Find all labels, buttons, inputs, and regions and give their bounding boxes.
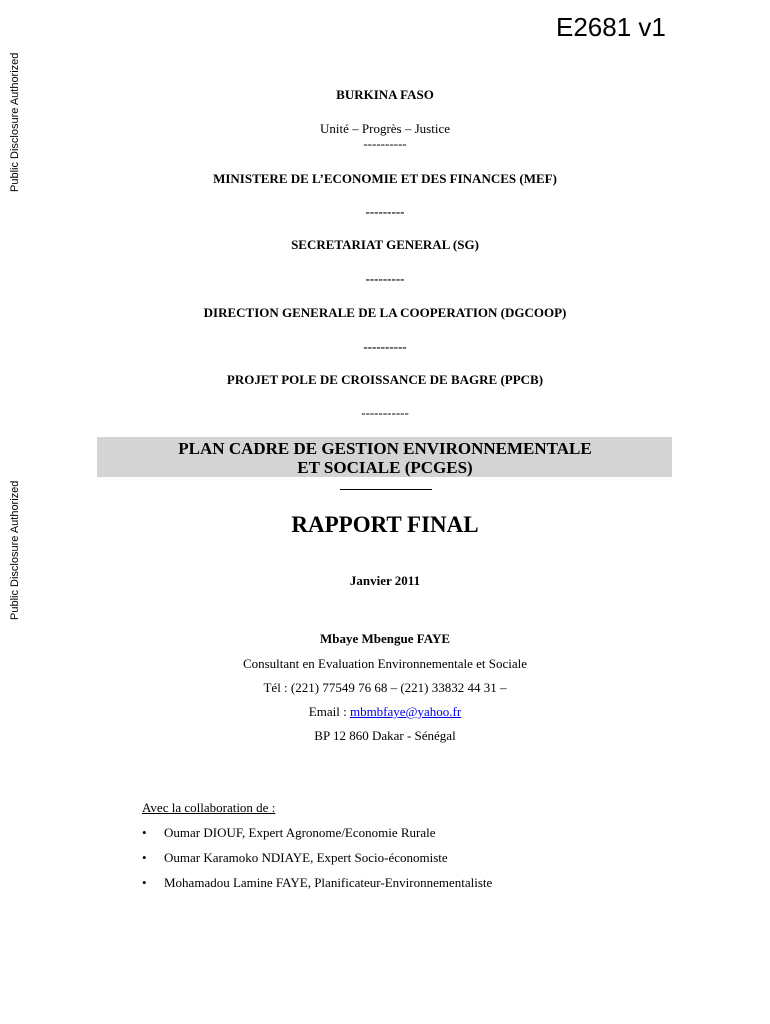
separator-3: --------- — [365, 271, 405, 286]
national-motto: Unité – Progrès – Justice — [320, 121, 450, 136]
country-heading: BURKINA FASO — [336, 87, 434, 102]
bullet-icon: • — [142, 850, 147, 865]
report-date: Janvier 2011 — [349, 573, 421, 588]
author-email-line — [0, 704, 770, 720]
collaborator-item — [142, 875, 492, 891]
email-label: Email : — [308, 704, 350, 719]
collaborator-item — [142, 825, 436, 841]
email-link[interactable]: mbmbfaye@yahoo.fr — [349, 704, 462, 719]
disclosure-stamp-top: Public Disclosure Authorized — [9, 52, 21, 192]
author-role: Consultant en Evaluation Environnementale et Sociale — [242, 656, 528, 671]
separator-5: ----------- — [361, 405, 409, 420]
secretariat-heading: SECRETARIAT GENERAL (SG) — [291, 237, 479, 252]
collaboration-heading: Avec la collaboration de : — [142, 800, 276, 815]
collaborator-text: Oumar DIOUF, Expert Agronome/Economie Rurale — [164, 825, 436, 840]
plan-title-line-2: ET SOCIALE (PCGES) — [297, 458, 473, 477]
title-divider — [340, 489, 432, 490]
disclosure-stamp-middle: Public Disclosure Authorized — [9, 480, 21, 620]
project-heading: PROJET POLE DE CROISSANCE DE BAGRE (PPCB) — [226, 372, 544, 387]
collaborator-text: Oumar Karamoko NDIAYE, Expert Socio-économiste — [164, 850, 448, 865]
collaborator-item — [142, 850, 448, 866]
direction-heading: DIRECTION GENERALE DE LA COOPERATION (DGCOOP) — [203, 305, 567, 320]
author-name: Mbaye Mbengue FAYE — [320, 631, 450, 646]
separator-2: --------- — [365, 204, 405, 219]
bullet-icon: • — [142, 825, 147, 840]
author-phone: Tél : (221) 77549 76 68 – (221) 33832 44 31 – — [263, 680, 507, 695]
separator-1: ---------- — [363, 136, 407, 151]
ministry-heading: MINISTERE DE L’ECONOMIE ET DES FINANCES (MEF) — [213, 171, 557, 186]
collaborator-text: Mohamadou Lamine FAYE, Planificateur-Environnementaliste — [164, 875, 493, 890]
plan-title-line-1: PLAN CADRE DE GESTION ENVIRONNEMENTALE — [178, 439, 592, 458]
separator-4: ---------- — [363, 339, 407, 354]
author-address: BP 12 860 Dakar - Sénégal — [314, 728, 456, 743]
report-title: RAPPORT FINAL — [291, 512, 479, 537]
bullet-icon: • — [142, 875, 147, 890]
document-reference: E2681 v1 — [556, 12, 666, 42]
